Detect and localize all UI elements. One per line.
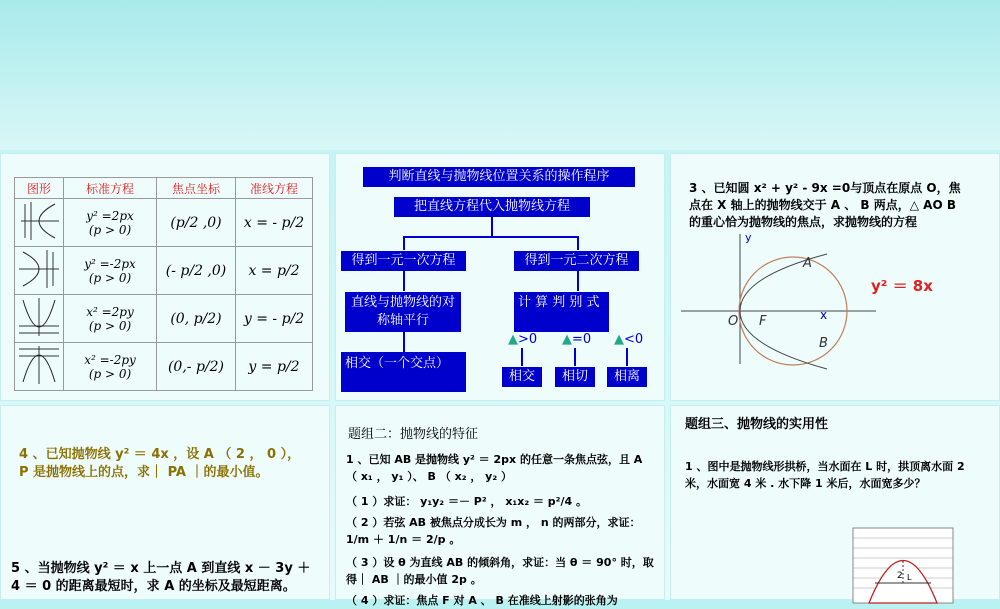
parabola-table xyxy=(14,177,313,391)
group3-panel xyxy=(670,405,1000,600)
flow-left1: 得到一元一次方程 xyxy=(341,251,466,271)
flow-right1: 得到一元二次方程 xyxy=(514,251,639,271)
arrow xyxy=(491,217,493,237)
delta-positive: ▲>0 xyxy=(508,332,538,347)
table-row xyxy=(15,295,313,343)
arch-bridge-figure xyxy=(853,528,953,603)
o-label: O xyxy=(728,314,739,329)
flow-right2: 计 算 判 别 式 xyxy=(514,292,609,332)
group2-line5: （ 4 ）求证：焦点 F 对 A 、 B 在准线上射影的张角为 xyxy=(346,594,618,607)
height-label: 2 xyxy=(897,571,903,581)
equation: x² =2py xyxy=(86,304,134,319)
arrow xyxy=(403,236,579,238)
a-label: A xyxy=(803,256,812,271)
arrow xyxy=(403,271,405,291)
condition: (p > 0) xyxy=(88,222,132,237)
group2-title: 题组二：抛物线的特征 xyxy=(348,427,479,442)
group2-panel xyxy=(335,405,665,607)
graph-up-icon xyxy=(15,295,64,343)
flow-step1: 把直线方程代入抛物线方程 xyxy=(394,197,590,217)
directrix: x = p/2 xyxy=(236,247,313,295)
title-band xyxy=(0,0,1000,150)
problem3-text: 3 、已知圆 x² + y² - 9x =0与顶点在原点 O，焦点在 X 轴上的抛物线交于 A 、 B 两点，△ AO B 的重心恰为抛物线的焦点，求抛物线的方程 xyxy=(689,181,961,229)
header-equation: 标准方程 xyxy=(64,178,157,199)
group2-line4: （ 3 ）设 θ 为直线 AB 的倾斜角，求证：当 θ ＝ 90° 时，取得｜ AB ｜的最小值 2p 。 xyxy=(346,556,654,586)
group3-title: 题组三、抛物线的实用性 xyxy=(685,417,829,432)
water-level-label: L xyxy=(907,573,912,582)
directrix: y = - p/2 xyxy=(236,295,313,343)
arrow xyxy=(577,271,579,291)
condition: (p > 0) xyxy=(88,318,132,333)
problem3-panel xyxy=(670,153,1000,401)
focus: (0,- p/2) xyxy=(157,343,236,391)
equation: x² =-2py xyxy=(84,352,136,367)
x-label: x xyxy=(820,308,828,322)
arrow xyxy=(574,348,576,366)
group3-question: 1 、图中是抛物线形拱桥，当水面在 L 时，拱顶离水面 2 米，水面宽 4 米 . 水下降 1 米后，水面宽多少？ xyxy=(685,460,965,490)
arrow xyxy=(521,348,523,366)
header-graph: 图形 xyxy=(15,178,64,199)
result-separate: 相离 xyxy=(607,367,647,387)
header-directrix: 准线方程 xyxy=(236,178,313,199)
result-tangent: 相切 xyxy=(555,367,595,387)
problem5-text: 5 、当抛物线 y² ＝ x 上一点 A 到直线 x － 3y ＋ 4 ＝ 0 的距离最短时，求 A 的坐标及最短距离。 xyxy=(11,561,311,594)
flow-left3: 相交（一个交点） xyxy=(341,352,466,392)
graph-left-icon xyxy=(15,247,64,295)
problem45-panel xyxy=(0,405,330,600)
delta-negative: ▲<0 xyxy=(614,332,644,347)
arrow xyxy=(403,332,405,352)
answer: y² ＝ 8x xyxy=(871,277,933,295)
table-row xyxy=(15,343,313,391)
arrow xyxy=(577,236,579,250)
equation: y² =-2px xyxy=(84,256,136,271)
table-row xyxy=(15,247,313,295)
arrow xyxy=(626,348,628,366)
directrix: y = p/2 xyxy=(236,343,313,391)
problem4-text: 4 、已知抛物线 y² ＝ 4x ，设 A （ 2 ， 0 ）， P 是抛物线上的点，求｜ PA ｜的最小值。 xyxy=(19,447,301,480)
equation: y² =2px xyxy=(86,208,134,223)
parabola-table-panel xyxy=(0,153,330,401)
b-label: B xyxy=(819,336,828,351)
table-row xyxy=(15,199,313,247)
group2-line1: 1 、已知 AB 是抛物线 y² ＝ 2px 的任意一条焦点弦，且 A （ x₁ ， y₁ ）、 B （ x₂ ， y₂ ） xyxy=(346,453,643,483)
graph-down-icon xyxy=(15,343,64,391)
f-label: F xyxy=(759,314,767,329)
focus: (p/2 ,0) xyxy=(157,199,236,247)
flowchart-panel xyxy=(335,153,665,401)
group2-line2: （ 1 ）求证： y₁y₂ ＝－ P² ， x₁x₂ ＝ p²/4 。 xyxy=(346,495,587,508)
delta-zero: ▲=0 xyxy=(562,332,592,347)
circle-parabola-figure xyxy=(681,229,881,369)
focus: (0, p/2) xyxy=(157,295,236,343)
arrow xyxy=(403,236,405,250)
focus: (- p/2 ,0) xyxy=(157,247,236,295)
graph-right-icon xyxy=(15,199,64,247)
condition: (p > 0) xyxy=(88,366,132,381)
y-label: y xyxy=(745,231,752,244)
condition: (p > 0) xyxy=(88,270,132,285)
flow-left2: 直线与抛物线的对称轴平行 xyxy=(345,292,461,332)
directrix: x = - p/2 xyxy=(236,199,313,247)
header-focus: 焦点坐标 xyxy=(157,178,236,199)
result-intersect: 相交 xyxy=(502,367,542,387)
flow-title: 判断直线与抛物线位置关系的操作程序 xyxy=(363,167,635,187)
group2-line3: （ 2 ）若弦 AB 被焦点分成长为 m ， n 的两部分，求证： 1/m ＋ 1/n ＝ 2/p 。 xyxy=(346,516,641,546)
